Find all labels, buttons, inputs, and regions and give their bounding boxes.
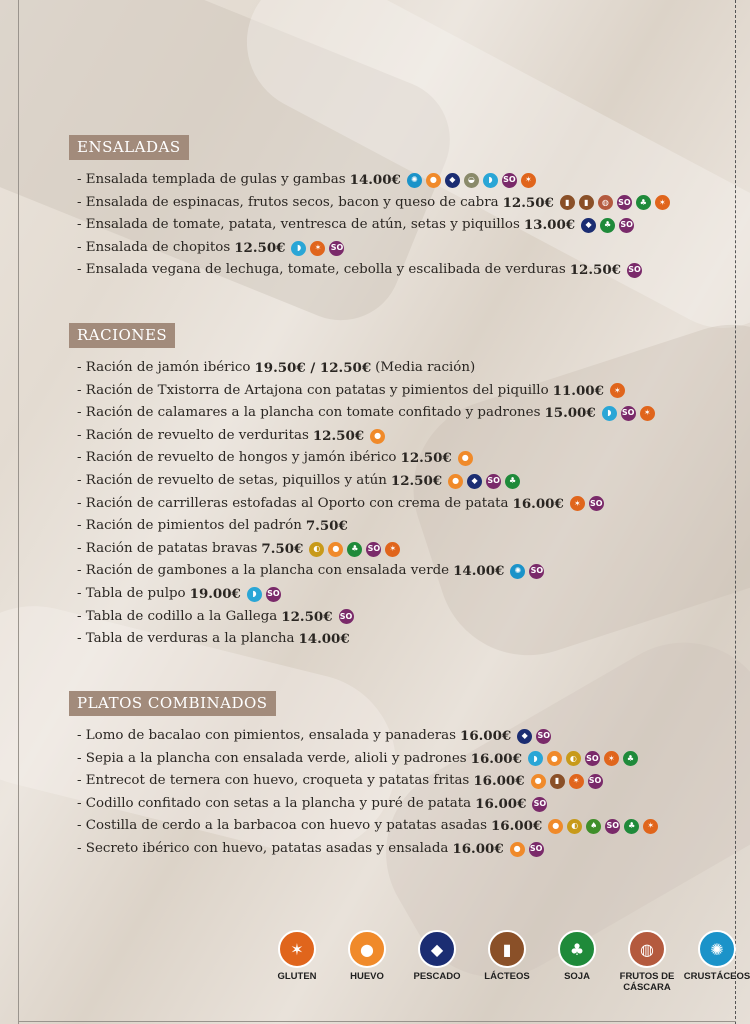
item-price: 14.00€ <box>298 631 350 648</box>
huevo-icon: ● <box>458 451 473 466</box>
apio-icon: ♠ <box>586 819 601 834</box>
section-title: PLATOS COMBINADOS <box>69 691 276 716</box>
allergen-icons <box>581 218 634 233</box>
item-price: 19.50€ / 12.50€ <box>254 360 372 376</box>
huevo-icon: ● <box>547 751 562 766</box>
mostaza-icon: ◐ <box>309 542 324 557</box>
item-price: 16.00€ <box>490 818 543 835</box>
pescado-icon: ◆ <box>418 930 456 968</box>
item-price: 13.00€ <box>523 217 576 234</box>
gluten-icon: ✶ <box>604 751 619 766</box>
item-name: - Ración de revuelto de hongos y jamón ibérico <box>77 450 397 466</box>
marisco-icon: ◗ <box>247 587 262 602</box>
sulfitos-icon: SO <box>329 241 344 256</box>
allergen-icons <box>560 195 670 210</box>
menu-item <box>69 793 658 816</box>
item-price: 16.00€ <box>475 795 527 812</box>
item-price: 7.50€ <box>305 518 348 535</box>
sulfitos-icon: SO <box>266 587 281 602</box>
frutos-icon: ◍ <box>598 195 613 210</box>
menu-item <box>69 192 670 215</box>
allergen-icons <box>510 564 544 579</box>
section-items <box>69 357 655 651</box>
section-items <box>69 169 670 282</box>
cut-line-dashed <box>735 0 736 1024</box>
lacteos-icon: ▮ <box>579 195 594 210</box>
allergen-icons <box>517 729 551 744</box>
menu-item <box>69 628 655 651</box>
item-name: - Ración de pimientos del padrón <box>77 518 302 534</box>
menu-item <box>69 838 658 861</box>
section-raciones <box>69 323 655 651</box>
frame-left-line <box>18 0 19 1024</box>
menu-item <box>69 357 655 380</box>
huevo-icon: ● <box>531 774 546 789</box>
menu-item <box>69 447 655 470</box>
allergen-icons <box>339 609 354 624</box>
item-name: - Costilla de cerdo a la barbacoa con huevo y patatas asadas <box>77 818 487 834</box>
item-price: 11.00€ <box>552 382 604 399</box>
gluten-icon: ✶ <box>640 406 655 421</box>
item-price: 12.50€ <box>390 472 443 489</box>
allergen-icons <box>531 774 603 789</box>
item-price: 14.00€ <box>453 563 505 580</box>
menu-item <box>69 259 670 282</box>
soja-icon: ♣ <box>505 474 520 489</box>
allergen-icons <box>448 474 520 489</box>
pescado-icon: ◆ <box>581 218 596 233</box>
item-name: - Tabla de pulpo <box>77 585 186 601</box>
lacteos-icon: ▮ <box>488 930 526 968</box>
allergen-icons <box>548 819 658 834</box>
sulfitos-icon: SO <box>536 729 551 744</box>
legend-label: CRUSTÁCEOS <box>683 971 750 982</box>
frame-bottom-line <box>18 1021 736 1022</box>
item-name: - Ración de Txistorra de Artajona con patatas y pimientos del piquillo <box>77 382 549 398</box>
allergen-legend <box>262 930 750 993</box>
menu-item <box>69 606 655 629</box>
legend-item <box>472 930 542 993</box>
menu-item <box>69 770 658 793</box>
item-price: 14.00€ <box>349 172 401 188</box>
legend-label: FRUTOS DE CÁSCARA <box>619 971 675 993</box>
menu-item <box>69 815 658 838</box>
item-name: - Ensalada de chopitos <box>77 239 231 255</box>
sulfitos-icon: SO <box>619 218 634 233</box>
sulfitos-icon: SO <box>529 842 544 857</box>
huevo-icon: ● <box>510 842 525 857</box>
item-price: 15.00€ <box>544 405 596 422</box>
section-title: RACIONES <box>69 323 175 348</box>
huevo-icon: ● <box>548 819 563 834</box>
crustaceos-icon: ✺ <box>510 564 525 579</box>
item-price: 12.50€ <box>569 262 621 279</box>
item-name: - Ración de carrilleras estofadas al Oporto con crema de patata <box>77 495 509 511</box>
marisco-icon: ◗ <box>602 406 617 421</box>
item-price: 16.00€ <box>473 773 525 790</box>
legend-item <box>682 930 750 993</box>
item-name: - Lomo de bacalao con pimientos, ensalada y panaderas <box>77 728 456 743</box>
legend-label: SOJA <box>564 971 590 982</box>
item-price: 16.00€ <box>512 495 564 512</box>
allergen-icons <box>610 383 625 398</box>
item-name: - Ensalada de tomate, patata, ventresca de atún, setas y piquillos <box>77 217 520 233</box>
menu-item <box>69 402 655 425</box>
item-name: - Tabla de codillo a la Gallega <box>77 608 278 624</box>
item-name: - Ensalada de espinacas, frutos secos, bacon y queso de cabra <box>77 194 499 210</box>
allergen-icons <box>627 263 642 278</box>
item-name: - Ración de gambones a la plancha con ensalada verde <box>77 563 450 579</box>
soja-icon: ♣ <box>624 819 639 834</box>
gluten-icon: ✶ <box>655 195 670 210</box>
marisco-icon: ◗ <box>483 173 498 188</box>
legend-item <box>262 930 332 993</box>
section-title: ENSALADAS <box>69 135 189 160</box>
sulfitos-icon: SO <box>532 797 547 812</box>
menu-item <box>69 583 655 606</box>
menu-item <box>69 493 655 516</box>
gluten-icon: ✶ <box>610 383 625 398</box>
legend-label: GLUTEN <box>277 971 317 982</box>
gluten-icon: ✶ <box>521 173 536 188</box>
item-name: - Ración de revuelto de verduritas <box>77 427 309 443</box>
huevo-icon: ● <box>370 429 385 444</box>
item-price: 16.00€ <box>470 750 522 767</box>
legend-label: HUEVO <box>350 971 384 982</box>
sulfitos-icon: SO <box>621 406 636 421</box>
menu-item <box>69 515 655 538</box>
section-ensaladas <box>69 135 670 282</box>
gluten-icon: ✶ <box>278 930 316 968</box>
sulfitos-icon: SO <box>339 609 354 624</box>
marisco-icon: ◗ <box>528 751 543 766</box>
soja-icon: ♣ <box>347 542 362 557</box>
allergen-icons <box>458 451 473 466</box>
sulfitos-icon: SO <box>502 173 517 188</box>
item-price: 7.50€ <box>261 540 304 557</box>
crustaceos-icon: ✺ <box>698 930 736 968</box>
item-name: - Ensalada templada de gulas y gambas <box>77 172 346 187</box>
allergen-icons <box>407 173 536 188</box>
menu-item <box>69 560 655 583</box>
gluten-icon: ✶ <box>643 819 658 834</box>
menu-item <box>69 470 655 493</box>
menu-item <box>69 748 658 771</box>
sulfitos-icon: SO <box>529 564 544 579</box>
lacteos-icon: ▮ <box>560 195 575 210</box>
menu-item <box>69 425 655 448</box>
section-items <box>69 725 658 861</box>
item-name: - Ración de revuelto de setas, piquillos y atún <box>77 472 387 488</box>
menu-item <box>69 169 670 192</box>
item-price: 19.00€ <box>189 585 241 602</box>
lacteos-icon: ▮ <box>550 774 565 789</box>
allergen-icons <box>510 842 544 857</box>
legend-item <box>402 930 472 993</box>
marisco-icon: ◗ <box>291 241 306 256</box>
pescado-icon: ◆ <box>467 474 482 489</box>
allergen-icons <box>528 751 638 766</box>
gluten-icon: ✶ <box>310 241 325 256</box>
allergen-icons <box>602 406 655 421</box>
menu-item <box>69 237 670 260</box>
sulfitos-icon: SO <box>627 263 642 278</box>
item-name: - Tabla de verduras a la plancha <box>77 631 295 647</box>
sulfitos-icon: SO <box>617 195 632 210</box>
menu-item <box>69 214 670 237</box>
sulfitos-icon: SO <box>486 474 501 489</box>
allergen-icons <box>570 496 604 511</box>
item-name: - Codillo confitado con setas a la plancha y puré de patata <box>77 795 472 811</box>
item-name: - Ensalada vegana de lechuga, tomate, cebolla y escalibada de verduras <box>77 262 566 278</box>
legend-item <box>332 930 402 993</box>
item-price: 12.50€ <box>234 239 286 256</box>
allergen-icons <box>309 542 400 557</box>
allergen-icons <box>247 587 281 602</box>
item-price: 12.50€ <box>281 608 333 625</box>
item-name: - Ración de calamares a la plancha con tomate confitado y padrones <box>77 405 541 421</box>
huevo-icon: ● <box>348 930 386 968</box>
item-note: (Media ración) <box>375 360 476 375</box>
item-name: - Secreto ibérico con huevo, patatas asadas y ensalada <box>77 840 449 856</box>
huevo-icon: ● <box>448 474 463 489</box>
soja-icon: ♣ <box>558 930 596 968</box>
sulfitos-icon: SO <box>366 542 381 557</box>
soja-icon: ♣ <box>600 218 615 233</box>
legend-item <box>542 930 612 993</box>
item-price: 16.00€ <box>452 840 504 857</box>
frutos-icon: ◍ <box>628 930 666 968</box>
item-name: - Ración de jamón ibérico <box>77 360 251 375</box>
menu-item <box>69 725 658 748</box>
item-name: - Sepia a la plancha con ensalada verde, alioli y padrones <box>77 750 467 766</box>
pescado-icon: ◆ <box>445 173 460 188</box>
section-platos-combinados <box>69 691 658 861</box>
huevo-icon: ● <box>426 173 441 188</box>
huevo-icon: ● <box>328 542 343 557</box>
soja-icon: ♣ <box>623 751 638 766</box>
mostaza-icon: ◐ <box>566 751 581 766</box>
sulfitos-icon: SO <box>585 751 600 766</box>
menu-item <box>69 380 655 403</box>
legend-label: LÁCTEOS <box>484 971 530 982</box>
allergen-icons <box>291 241 344 256</box>
sulfitos-icon: SO <box>588 774 603 789</box>
menu-item <box>69 538 655 561</box>
item-price: 16.00€ <box>460 728 512 744</box>
mostaza-icon: ◐ <box>567 819 582 834</box>
soja-icon: ♣ <box>636 195 651 210</box>
moluscos-icon: ◒ <box>464 173 479 188</box>
allergen-icons <box>370 429 385 444</box>
item-price: 12.50€ <box>312 427 365 444</box>
sulfitos-icon: SO <box>605 819 620 834</box>
legend-item <box>612 930 682 993</box>
gluten-icon: ✶ <box>570 496 585 511</box>
allergen-icons <box>532 797 547 812</box>
item-name: - Ración de patatas bravas <box>77 540 258 556</box>
item-name: - Entrecot de ternera con huevo, croqueta y patatas fritas <box>77 773 470 789</box>
gluten-icon: ✶ <box>385 542 400 557</box>
crustaceos-icon: ✺ <box>407 173 422 188</box>
legend-label: PESCADO <box>413 971 461 982</box>
item-price: 12.50€ <box>400 450 452 467</box>
pescado-icon: ◆ <box>517 729 532 744</box>
gluten-icon: ✶ <box>569 774 584 789</box>
item-price: 12.50€ <box>502 194 554 211</box>
sulfitos-icon: SO <box>589 496 604 511</box>
